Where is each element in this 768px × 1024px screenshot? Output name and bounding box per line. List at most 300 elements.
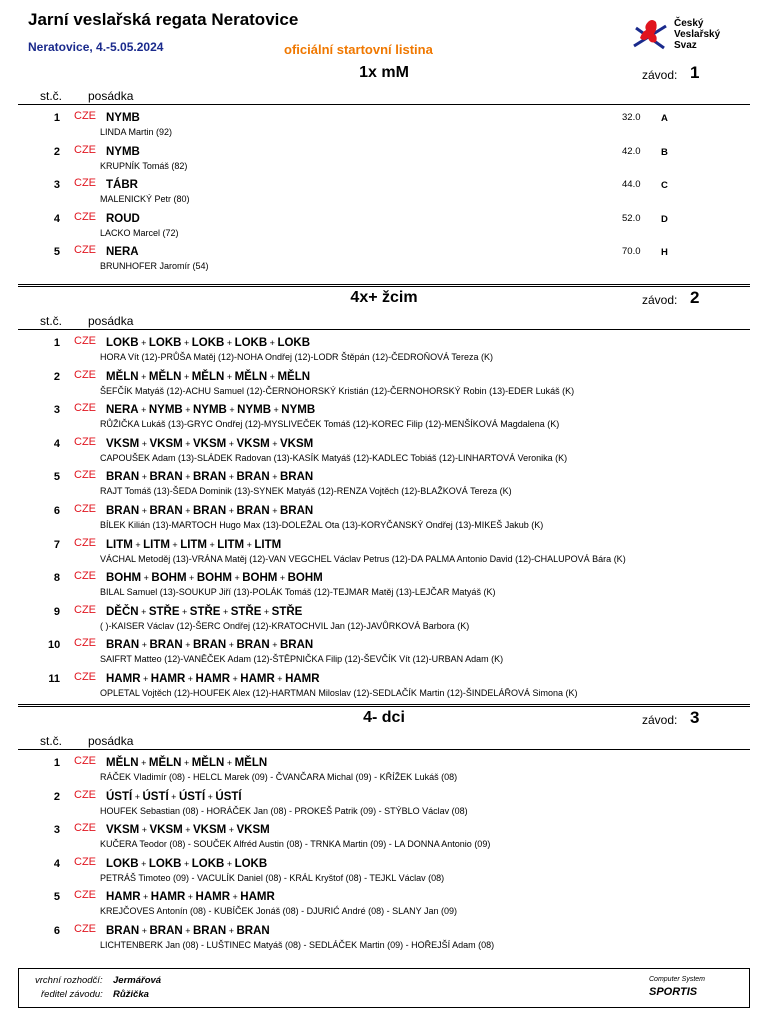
race-name: 4- dci [363,709,405,726]
club-code: VKSM [106,824,140,837]
age-group: H [661,247,668,259]
club-separator: + [207,539,218,550]
col-crew: posádka [88,734,134,748]
club-code: VKSM [149,824,183,837]
club-separator: + [139,925,150,936]
age-group: C [661,180,668,192]
club-code: MĚLN [234,757,268,769]
federation-logo-text [674,18,720,51]
club-separator: + [181,858,192,869]
club-separator: + [138,758,149,768]
handicap-time: 70.0 [622,246,641,258]
club-codes [106,471,313,483]
nation-code: CZE [74,922,96,935]
race-header [18,62,750,88]
entry-row [18,172,750,206]
entry-row [18,498,750,532]
club-codes [106,791,242,803]
entry-row [18,330,750,364]
entry-row [18,784,750,818]
entry-row [18,632,750,666]
footer-box [18,968,750,1008]
start-number: 1 [53,112,60,124]
club-code: BOHM [242,572,278,585]
club-separator: + [139,640,150,651]
club-code: VKSM [149,437,183,450]
club-codes [106,572,323,584]
start-number: 11 [48,672,60,685]
club-code: LITM [254,538,282,551]
handicap-time: 32.0 [622,112,641,123]
club-code: BRAN [106,471,140,484]
rower-lion-emblem-icon [630,16,670,54]
club-separator: + [274,673,286,684]
race-number: 3 [690,708,700,727]
club-separator: + [267,371,278,382]
nation-code: CZE [74,368,96,381]
club-separator: + [141,573,152,584]
club-code: ROUD [106,212,140,225]
crew-names: LINDA Martin (92) [100,127,173,137]
nation-code: CZE [74,402,96,415]
club-codes [106,505,313,517]
nation-code: CZE [74,469,96,482]
club-codes [106,639,313,651]
club-codes [106,891,275,903]
crew-names: LACKO Marcel (72) [100,227,179,238]
club-code: BRAN [236,924,270,937]
crew-names: KRUPNÍK Tomáš (82) [100,160,188,171]
entry-row [18,532,750,566]
club-code: VKSM [193,437,227,450]
crew-names: KUČERA Teodor (08) - SOUČEK Alfréd Austin (08) - TRNKA Martin (09) - LA DONNA Antonio (09) [100,839,491,850]
start-number: 9 [53,605,60,618]
start-number: 5 [53,891,60,904]
col-crew: posádka [88,89,134,103]
club-code: LITM [106,538,133,551]
start-number: 5 [53,246,60,259]
nation-code: CZE [74,570,96,583]
crew-names: VÁCHAL Metoděj (13)-VRÁNA Matěj (12)-VAN VEGCHEL Václav Petrus (12)-DA PALMA Antonio David (12)-CHALUPOVÁ Bára (K) [100,553,626,564]
start-number: 2 [53,145,60,158]
crew-names: BILAL Samuel (13)-SOUKUP Jiří (13)-POLÁK Tomáš (12)-TEJMAR Matěj (13)-LEJČAR Matyáš (K) [100,587,496,598]
referee-label: vrchní rozhodčí: [35,975,103,986]
club-separator: + [132,791,143,802]
club-code: VKSM [193,824,227,837]
club-code: HAMR [150,672,186,685]
start-number: 1 [53,337,60,349]
club-code: LOKB [277,337,311,349]
club-code: MĚLN [277,370,311,383]
director-label: ředitel závodu: [41,989,103,1000]
club-codes [106,337,310,349]
club-code: STŘE [189,605,221,618]
club-code: BRAN [106,924,140,937]
crew-names: CAPOUŠEK Adam (13)-SLÁDEK Radovan (13)-KASÍK Matyáš (12)-KADLEC Tobiáš (12)-LINHARTOVÁ Veronika (K) [100,452,568,463]
club-separator: + [182,405,193,416]
start-number: 2 [53,370,60,383]
club-codes [106,371,310,383]
club-code: BRAN [149,471,183,484]
entry-row [18,364,750,398]
crew-names: HORA Vít (12)-PRŮŠA Matěj (12)-NOHA Ondřej (12)-LODR Štěpán (12)-ČEDROŇOVÁ Tereza (K) [100,352,493,362]
crew-names: BÍLEK Kilián (13)-MARTOCH Hugo Max (13)-DOLEŽAL Ota (13)-KORYČANSKÝ Ondřej (13)-MIKEŠ Jakub (K) [100,519,544,530]
club-separator: + [139,505,150,516]
club-code: MĚLN [106,370,139,383]
start-number: 3 [53,824,60,837]
club-codes [106,213,140,225]
club-separator: + [138,858,149,869]
start-number: 4 [53,437,60,450]
club-separator: + [269,438,280,449]
club-code: HAMR [285,672,320,685]
club-code: BOHM [287,572,323,585]
crew-names: OPLETAL Vojtěch (12)-HOUFEK Alex (12)-HARTMAN Miloslav (12)-SEDLAČÍK Martin (12)-ŠINDELÁŘOVÁ Simona (K) [100,687,578,698]
handicap-time: 52.0 [622,212,641,224]
club-codes [106,404,315,416]
club-code: ÚSTÍ [215,790,242,803]
club-codes [106,925,270,937]
club-code: ÚSTÍ [142,790,169,803]
sportis-logo: SPORTIS [649,986,698,998]
club-code: LOKB [106,857,139,870]
club-code: BRAN [236,639,270,652]
entry-row [18,565,750,599]
club-separator: + [224,758,235,768]
club-code: HAMR [195,891,231,904]
club-separator: + [182,438,193,449]
club-separator: + [169,539,181,550]
crew-names: RŮŽIČKA Lukáš (13)-GRYC Ondřej (12)-MYSLIVEČEK Tomáš (12)-KOREC Filip (12)-MENŠÍKOVÁ Magdalena (K) [100,419,560,430]
race-number-label: závod: [642,293,678,307]
race-number: 2 [690,288,700,307]
club-code: MĚLN [191,370,225,383]
nation-code: CZE [74,822,96,835]
club-separator: + [261,606,272,617]
club-code: LOKB [234,337,268,349]
club-code: ÚSTÍ [178,790,206,803]
entry-row [18,666,750,700]
club-codes [106,673,320,685]
start-number: 3 [53,404,60,417]
club-separator: + [182,472,193,483]
club-code: BRAN [193,639,227,652]
club-code: BRAN [149,504,183,517]
entry-row [18,397,750,431]
club-separator: + [182,640,193,651]
column-header [18,88,750,105]
club-separator: + [224,858,235,869]
club-code: VKSM [236,824,270,837]
club-code: HAMR [240,672,275,685]
crew-names: RAJT Tomáš (13)-ŠEDA Dominik (13)-SYNEK Matyáš (12)-RENZA Vojtěch (12)-BLAŽKOVÁ Tereza (K) [100,486,512,497]
club-separator: + [139,825,150,836]
club-code: MĚLN [148,370,182,383]
club-separator: + [181,338,192,348]
start-number: 7 [53,538,60,551]
crew-names: ŠEFČÍK Matyáš (12)-ACHU Samuel (12)-ČERNOHORSKÝ Kristián (12)-ČERNOHORSKÝ Robin (13)-EDER Lukáš (K) [100,385,575,396]
club-code: ÚSTÍ [106,790,133,803]
race-header [18,704,750,733]
crew-names: BRUNHOFER Jaromír (54) [100,261,209,272]
club-codes [106,438,313,450]
age-group: B [661,146,668,158]
start-number: 4 [53,857,60,870]
age-group: A [661,113,668,124]
entry-row [18,750,750,784]
club-code: HAMR [240,891,275,904]
club-code: LOKB [148,857,182,870]
entry-row [18,105,750,139]
race-number-label: závod: [642,68,678,82]
club-code: LOKB [106,337,139,349]
club-code: BRAN [106,639,140,652]
club-code: BRAN [193,504,227,517]
club-separator: + [226,438,237,449]
race-name: 4x+ žcim [350,289,418,306]
nation-code: CZE [74,110,96,122]
club-code: BRAN [193,471,227,484]
referee-name: Jermářová [113,975,162,986]
entry-row [18,817,750,851]
club-codes [106,757,267,769]
col-start-number: st.č. [40,314,63,328]
club-code: BRAN [236,504,270,517]
regatta-place-date: Neratovice, 4.-5.05.2024 [28,40,164,54]
club-separator: + [231,573,243,584]
entry-row [18,851,750,885]
club-separator: + [139,472,150,483]
club-code: VKSM [236,437,270,450]
start-number: 6 [53,924,60,937]
race-section [18,62,750,273]
club-code: DĚČN [106,605,139,618]
handicap-time: 44.0 [622,179,641,191]
logo-line-2: Veslařský [674,29,721,40]
entry-row [18,139,750,173]
club-separator: + [182,825,193,836]
crew-names: HOUFEK Sebastian (08) - HORÁČEK Jan (08) - PROKEŠ Patrik (09) - STÝBLO Václav (08) [100,805,468,816]
club-codes [106,112,140,124]
nation-code: CZE [74,502,96,515]
handicap-time: 42.0 [622,145,641,157]
club-code: VKSM [106,437,140,450]
club-separator: + [139,438,150,449]
club-separator: + [224,338,235,348]
start-number: 6 [53,504,60,517]
director-name: Růžička [113,989,149,1000]
club-code: BRAN [280,471,314,484]
club-separator: + [269,505,280,516]
club-code: BRAN [236,471,270,484]
club-code: HAMR [150,891,186,904]
club-code: BRAN [106,504,140,517]
club-code: BRAN [149,924,183,937]
nation-code: CZE [74,755,96,767]
logo-line-3: Svaz [674,40,697,51]
start-number: 2 [53,790,60,803]
club-separator: + [226,472,237,483]
col-start-number: st.č. [40,89,63,103]
club-code: LITM [217,538,245,551]
club-code: NYMB [106,112,140,124]
race-section [18,284,750,700]
club-separator: + [182,925,193,936]
club-code: MĚLN [148,757,182,769]
nation-code: CZE [74,603,96,616]
nation-code: CZE [74,335,96,347]
club-codes [106,606,302,618]
club-code: STŘE [230,605,262,618]
club-code: STŘE [148,605,180,618]
entry-row [18,884,750,918]
club-code: BRAN [149,639,183,652]
club-code: BRAN [280,504,314,517]
club-code: MĚLN [234,370,268,383]
club-code: BRAN [280,639,314,652]
club-code: STŘE [271,605,303,618]
club-code: NYMB [193,404,227,417]
club-separator: + [224,371,235,382]
list-type-label: oficiální startovní listina [284,42,433,57]
age-group: D [661,213,668,225]
club-separator: + [181,758,192,768]
race-section [18,704,750,952]
start-number: 1 [53,757,60,769]
nation-code: CZE [74,788,96,801]
start-number: 5 [53,471,60,484]
club-codes [106,858,267,870]
nation-code: CZE [74,143,96,156]
start-number: 8 [53,572,60,585]
club-separator: + [185,673,196,684]
nation-code: CZE [74,889,96,902]
entry-row [18,206,750,240]
race-header [18,284,750,313]
club-separator: + [179,606,190,617]
club-code: BOHM [196,572,232,585]
race-name: 1x mM [359,64,409,81]
nation-code: CZE [74,670,96,683]
nation-code: CZE [74,435,96,448]
crew-names: MALENICKÝ Petr (80) [100,194,190,205]
crew-names: SAIFRT Matteo (12)-VANĚČEK Adam (12)-ŠTĚPNIČKA Filip (12)-ŠEVČÍK Vít (12)-URBAN Adam (K) [100,654,504,665]
club-code: LOKB [191,857,225,870]
club-codes [106,179,138,191]
crew-names: PETRÁŠ Timoteo (09) - VACULÍK Daniel (08) - KRÁL Kryštof (08) - TEJKL Václav (08) [100,872,445,883]
club-separator: + [185,892,196,903]
club-code: NYMB [148,404,183,417]
club-separator: + [140,892,151,903]
entry-row [18,918,750,952]
nation-code: CZE [74,855,96,868]
club-separator: + [269,472,280,483]
club-code: NERA [106,404,139,417]
logo-line-1: Český [674,18,704,29]
club-separator: + [138,405,149,416]
nation-code: CZE [74,536,96,549]
club-code: MĚLN [191,757,225,769]
club-codes [106,539,281,551]
nation-code: CZE [74,637,96,650]
column-header [18,313,750,330]
crew-names: ( )-KAISER Václav (12)-ŠERC Ondřej (12)-KRATOCHVIL Jan (12)-JAVŮRKOVÁ Barbora (K) [100,620,470,631]
club-code: BRAN [193,924,227,937]
club-code: HAMR [106,672,141,685]
club-code: BOHM [106,572,142,585]
club-separator: + [271,405,282,416]
club-separator: + [220,606,231,617]
club-code: LOKB [191,337,225,349]
club-separator: + [132,539,144,550]
club-separator: + [186,573,197,584]
col-start-number: st.č. [40,734,63,748]
race-number-label: závod: [642,713,678,727]
club-separator: + [138,606,149,617]
club-code: MĚLN [106,757,139,769]
club-code: NYMB [281,404,316,417]
club-code: NYMB [237,404,272,417]
club-code: HAMR [195,672,231,685]
crew-names: LICHTENBERK Jan (08) - LUŠTINEC Matyáš (08) - SEDLÁČEK Martin (09) - HOŘEJŠÍ Adam (08) [100,939,495,950]
club-separator: + [138,371,149,382]
club-separator: + [226,925,237,936]
club-code: LITM [143,538,170,551]
club-separator: + [182,505,193,516]
club-code: LOKB [148,337,182,349]
entry-row [18,464,750,498]
club-separator: + [244,539,255,550]
club-separator: + [138,338,149,348]
club-codes [106,246,139,258]
entry-row [18,599,750,633]
club-code: LOKB [234,857,268,870]
start-number: 10 [48,639,61,652]
club-code: BOHM [151,572,187,585]
club-codes [106,146,140,158]
club-separator: + [230,892,241,903]
entry-row [18,431,750,465]
nation-code: CZE [74,210,96,223]
nation-code: CZE [74,244,96,257]
col-crew: posádka [88,314,134,328]
race-number: 1 [690,63,700,82]
club-separator: + [267,338,278,348]
crew-names: RÁČEK Vladimír (08) - HELCL Marek (09) - ČVANČARA Michal (09) - KŘÍŽEK Lukáš (08) [100,772,458,782]
club-separator: + [226,405,238,416]
club-code: LITM [180,538,208,551]
club-separator: + [269,640,280,651]
club-separator: + [226,825,237,836]
club-code: NERA [106,246,139,259]
column-header [18,733,750,750]
club-separator: + [168,791,179,802]
nation-code: CZE [74,177,96,190]
club-code: HAMR [106,891,141,904]
club-code: VKSM [280,437,314,450]
computer-system-label: Computer System [649,976,706,983]
club-separator: + [205,791,216,802]
regatta-title: Jarní veslařská regata Neratovice [28,10,299,29]
club-codes [106,824,270,836]
club-separator: + [277,573,288,584]
club-separator: + [230,673,241,684]
entry-row [18,239,750,273]
club-separator: + [140,673,151,684]
start-number: 3 [53,179,60,192]
club-separator: + [181,371,192,382]
club-separator: + [226,505,237,516]
